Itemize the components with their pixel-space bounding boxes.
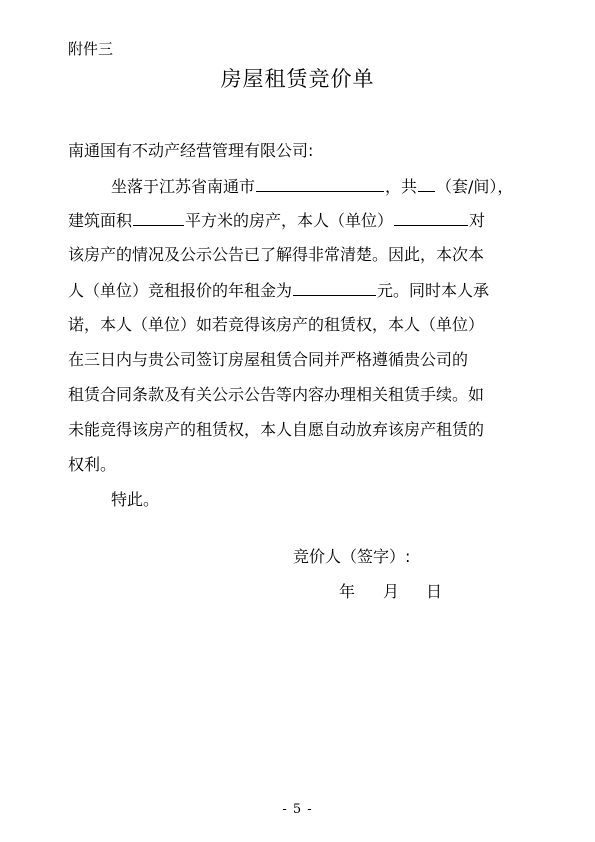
body-line-5: 诺，本人（单位）如若竞得该房产的租赁权，本人（单位） — [68, 315, 485, 334]
addressee: 南通国有不动产经营管理有限公司: — [68, 141, 314, 160]
area-blank[interactable] — [133, 208, 184, 226]
date-month: 月 — [383, 582, 400, 601]
count-unit: （套/间）， — [436, 177, 514, 196]
body-line-1 — [111, 174, 513, 199]
body-line-4 — [68, 278, 489, 303]
closing-text: 特此。 — [111, 490, 160, 509]
count-prefix: ，共 — [385, 177, 418, 196]
body-line-9: 权利。 — [68, 455, 117, 474]
page-number: - 5 - — [282, 802, 313, 817]
body-line-8: 未能竞得该房产的租赁权，本人自愿自动放弃该房产租赁的 — [68, 420, 485, 439]
document-title: 房屋租赁竞价单 — [220, 67, 375, 91]
count-blank[interactable] — [418, 174, 435, 192]
location-blank[interactable] — [256, 174, 384, 192]
date-day: 日 — [426, 582, 443, 601]
body-line-6: 在三日内与贵公司签订房屋租赁合同并严格遵循贵公司的 — [68, 350, 469, 369]
bidder-suffix: 对 — [469, 211, 486, 230]
signature-label: 竞价人（签字）: — [293, 547, 411, 566]
location-prefix: 坐落于江苏省南通市 — [111, 177, 256, 196]
body-line-2 — [68, 208, 485, 233]
body-line-7: 租赁合同条款及有关公示公告等内容办理相关租赁手续。如 — [68, 385, 485, 404]
attachment-label: 附件三 — [68, 40, 114, 58]
rent-prefix: 人（单位）竞租报价的年租金为 — [68, 281, 293, 300]
body-line-3: 该房产的情况及公示公告已了解得非常清楚。因此，本次本 — [68, 245, 485, 264]
area-unit: 平方米的房产，本人（单位） — [185, 211, 394, 230]
rent-suffix: 元。同时本人承 — [377, 281, 490, 300]
bidder-blank[interactable] — [394, 208, 468, 226]
date-year: 年 — [339, 582, 356, 601]
area-prefix: 建筑面积 — [68, 211, 133, 230]
rent-blank[interactable] — [293, 278, 376, 296]
